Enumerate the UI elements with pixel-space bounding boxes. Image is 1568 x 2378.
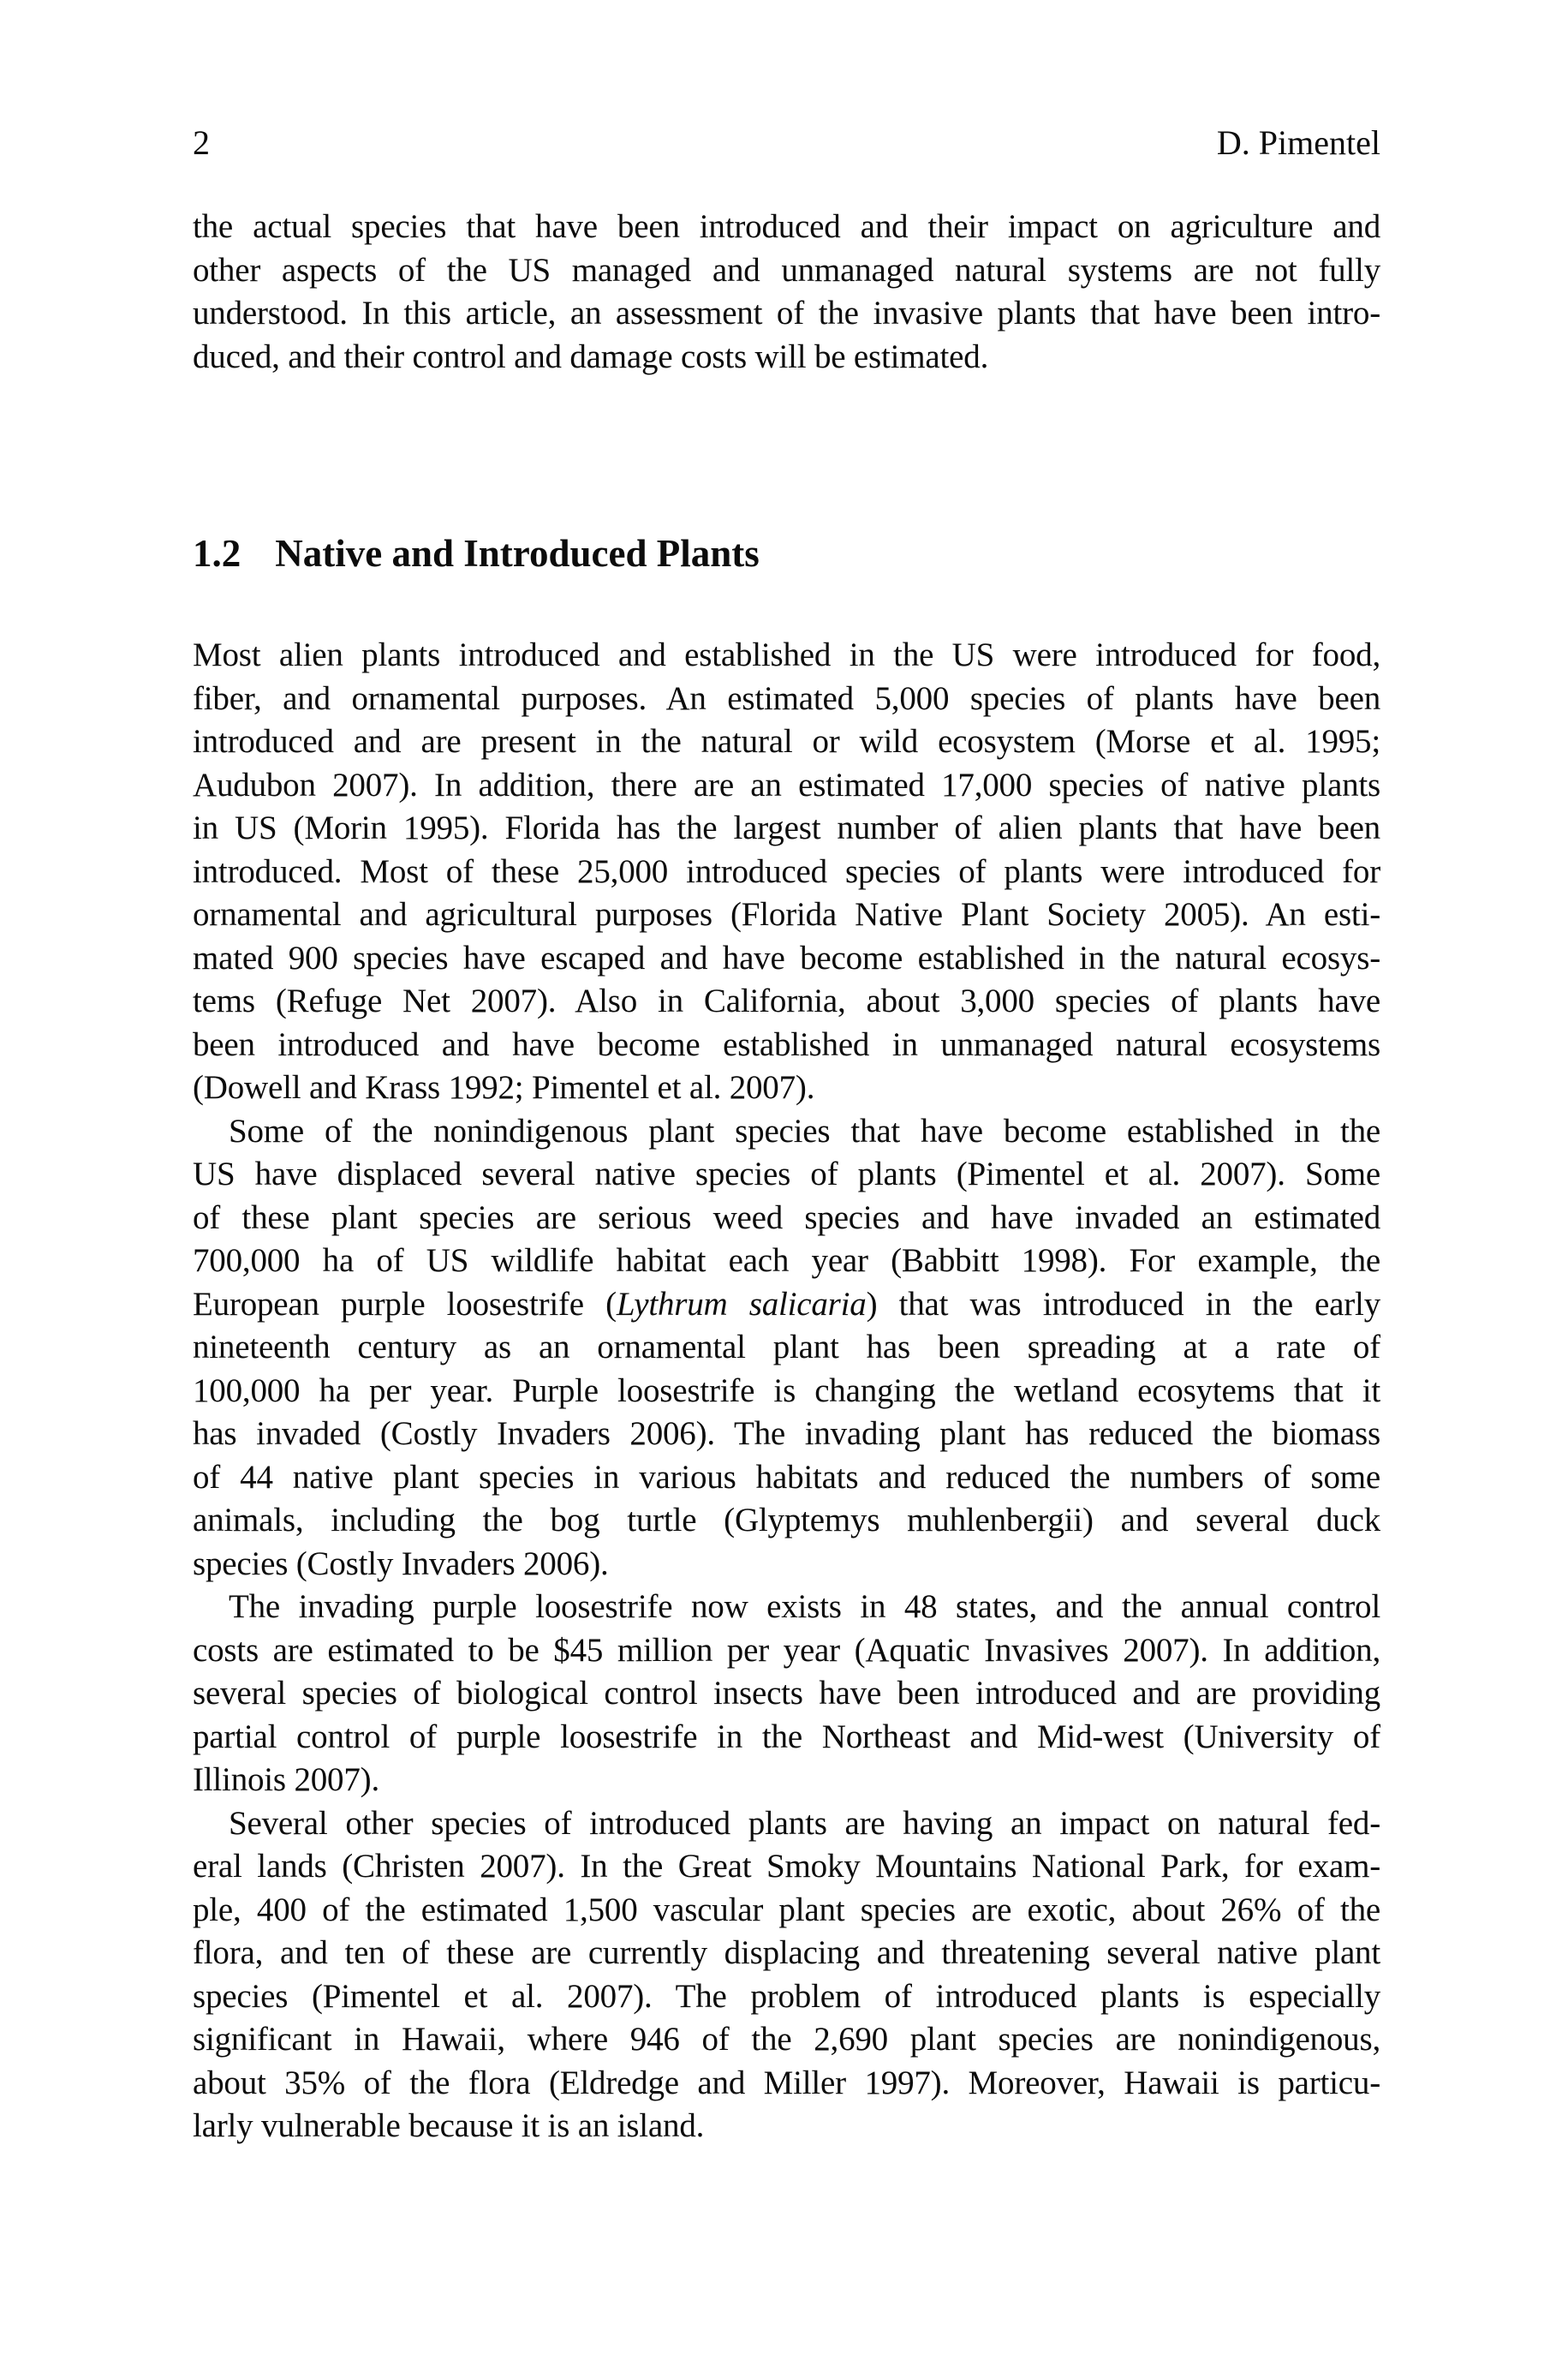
text-run: ) that was introduced in the early — [866, 1285, 1380, 1323]
text-run: Several other species of introduced plants are having an impact on natural fed- — [229, 1804, 1380, 1842]
text-line — [193, 1283, 1380, 1327]
text-line — [193, 764, 1380, 808]
text-line — [193, 980, 1380, 1024]
text-line — [193, 249, 1380, 293]
text-line — [193, 1716, 1380, 1760]
text-run: in US (Morin 1995). Florida has the largest number of alien plants that have been — [193, 810, 1380, 846]
section-number: 1.2 — [193, 532, 241, 575]
text-line — [193, 1024, 1380, 1067]
text-line — [193, 720, 1380, 764]
text-line — [193, 807, 1380, 851]
text-run: partial control of purple loosestrife in the Northeast and Mid-west (University of — [193, 1718, 1380, 1755]
text-run: duced, and their control and damage costs will be estimated. — [193, 338, 989, 375]
text-line — [193, 678, 1380, 721]
text-run: has invaded (Costly Invaders 2006). The invading plant has reduced the biomass — [193, 1415, 1380, 1452]
text-line — [193, 2062, 1380, 2106]
text-run: other aspects of the US managed and unmanaged natural systems are not fully — [193, 251, 1380, 289]
text-line — [193, 1802, 1380, 1846]
text-line — [193, 1543, 1380, 1586]
text-line — [193, 893, 1380, 937]
page-number: 2 — [193, 123, 210, 162]
italic-text-run: Lythrum salicaria — [616, 1285, 867, 1323]
body-text — [193, 634, 1380, 2148]
text-line — [193, 1845, 1380, 1889]
text-run: significant in Hawaii, where 946 of the 2,690 plant species are nonindigenous, — [193, 2021, 1380, 2058]
text-run: of 44 native plant species in various habitats and reduced the numbers of some — [193, 1458, 1380, 1496]
text-line — [193, 1067, 1380, 1110]
text-run: about 35% of the flora (Eldredge and Miller 1997). Moreover, Hawaii is particu- — [193, 2064, 1380, 2101]
text-line — [193, 1240, 1380, 1283]
text-run: species (Costly Invaders 2006). — [193, 1545, 609, 1582]
text-line — [193, 1110, 1380, 1154]
text-run: several species of biological control insects have been introduced and are providing — [193, 1675, 1380, 1712]
text-line — [193, 1932, 1380, 1975]
text-line — [193, 1370, 1380, 1413]
text-run: Some of the nonindigenous plant species that have become established in the — [229, 1112, 1380, 1150]
text-line — [193, 1499, 1380, 1543]
text-line — [193, 1586, 1380, 1629]
text-run: tems (Refuge Net 2007). Also in California, about 3,000 species of plants have — [193, 983, 1380, 1019]
running-header-author: D. Pimentel — [1216, 123, 1380, 162]
text-run: the actual species that have been introduced and their impact on agriculture and — [193, 208, 1380, 245]
text-run: animals, including the bog turtle (Glyptemys muhlenbergii) and several duck — [193, 1502, 1380, 1539]
text-line — [193, 1672, 1380, 1716]
intro-paragraph — [193, 206, 1380, 379]
text-run: introduced and are present in the natural or wild ecosystem (Morse et al. 1995; — [193, 723, 1380, 760]
text-line — [193, 1326, 1380, 1370]
text-run: species (Pimentel et al. 2007). The problem of introduced plants is especially — [193, 1977, 1380, 2015]
text-run: US have displaced several native species of plants (Pimentel et al. 2007). Some — [193, 1156, 1380, 1192]
text-run: larly vulnerable because it is an island. — [193, 2107, 705, 2144]
text-run: of these plant species are serious weed species and have invaded an estimated — [193, 1198, 1380, 1236]
text-run: mated 900 species have escaped and have become established in the natural ecosys- — [193, 939, 1380, 977]
text-line — [193, 1889, 1380, 1933]
text-run: ornamental and agricultural purposes (Florida Native Plant Society 2005). An esti- — [193, 896, 1380, 933]
text-line — [193, 1153, 1380, 1197]
text-line — [193, 336, 1380, 379]
text-line — [193, 2018, 1380, 2062]
text-line — [193, 634, 1380, 678]
text-run: 100,000 ha per year. Purple loosestrife is changing the wetland ecosytems that it — [193, 1371, 1380, 1409]
text-run: fiber, and ornamental purposes. An estimated 5,000 species of plants have been — [193, 679, 1380, 717]
text-run: eral lands (Christen 2007). In the Great Smoky Mountains National Park, for exam- — [193, 1848, 1380, 1885]
text-run: The invading purple loosestrife now exists in 48 states, and the annual control — [229, 1588, 1380, 1625]
text-run: introduced. Most of these 25,000 introduced species of plants were introduced for — [193, 852, 1380, 890]
running-header — [193, 122, 1380, 164]
text-run: nineteenth century as an ornamental plant has been spreading at a rate of — [193, 1329, 1380, 1365]
text-run: Illinois 2007). — [193, 1761, 379, 1798]
text-run: 700,000 ha of US wildlife habitat each year (Babbitt 1998). For example, the — [193, 1242, 1380, 1279]
text-run: Audubon 2007). In addition, there are an estimated 17,000 species of native plants — [193, 766, 1380, 804]
text-line — [193, 937, 1380, 981]
section-title: Native and Introduced Plants — [275, 532, 760, 575]
section-heading — [193, 531, 1380, 576]
text-line — [193, 1975, 1380, 2019]
text-line — [193, 1413, 1380, 1456]
text-run: been introduced and have become established in unmanaged natural ecosystems — [193, 1025, 1380, 1063]
text-line — [193, 1456, 1380, 1500]
text-run: costs are estimated to be $45 million per year (Aquatic Invasives 2007). In addition, — [193, 1631, 1380, 1669]
text-run: flora, and ten of these are currently displacing and threatening several native plant — [193, 1934, 1380, 1971]
text-run: Most alien plants introduced and established in the US were introduced for food, — [193, 636, 1380, 673]
text-line — [193, 292, 1380, 336]
text-line — [193, 1629, 1380, 1673]
text-line — [193, 206, 1380, 249]
text-run: understood. In this article, an assessment of the invasive plants that have been intro- — [193, 295, 1380, 332]
text-line — [193, 1197, 1380, 1240]
text-line — [193, 2105, 1380, 2148]
text-line — [193, 1759, 1380, 1802]
text-run: ple, 400 of the estimated 1,500 vascular plant species are exotic, about 26% of the — [193, 1891, 1380, 1928]
text-line — [193, 851, 1380, 894]
text-run: European purple loosestrife ( — [193, 1285, 617, 1323]
text-run: (Dowell and Krass 1992; Pimentel et al. 2007). — [193, 1069, 815, 1106]
